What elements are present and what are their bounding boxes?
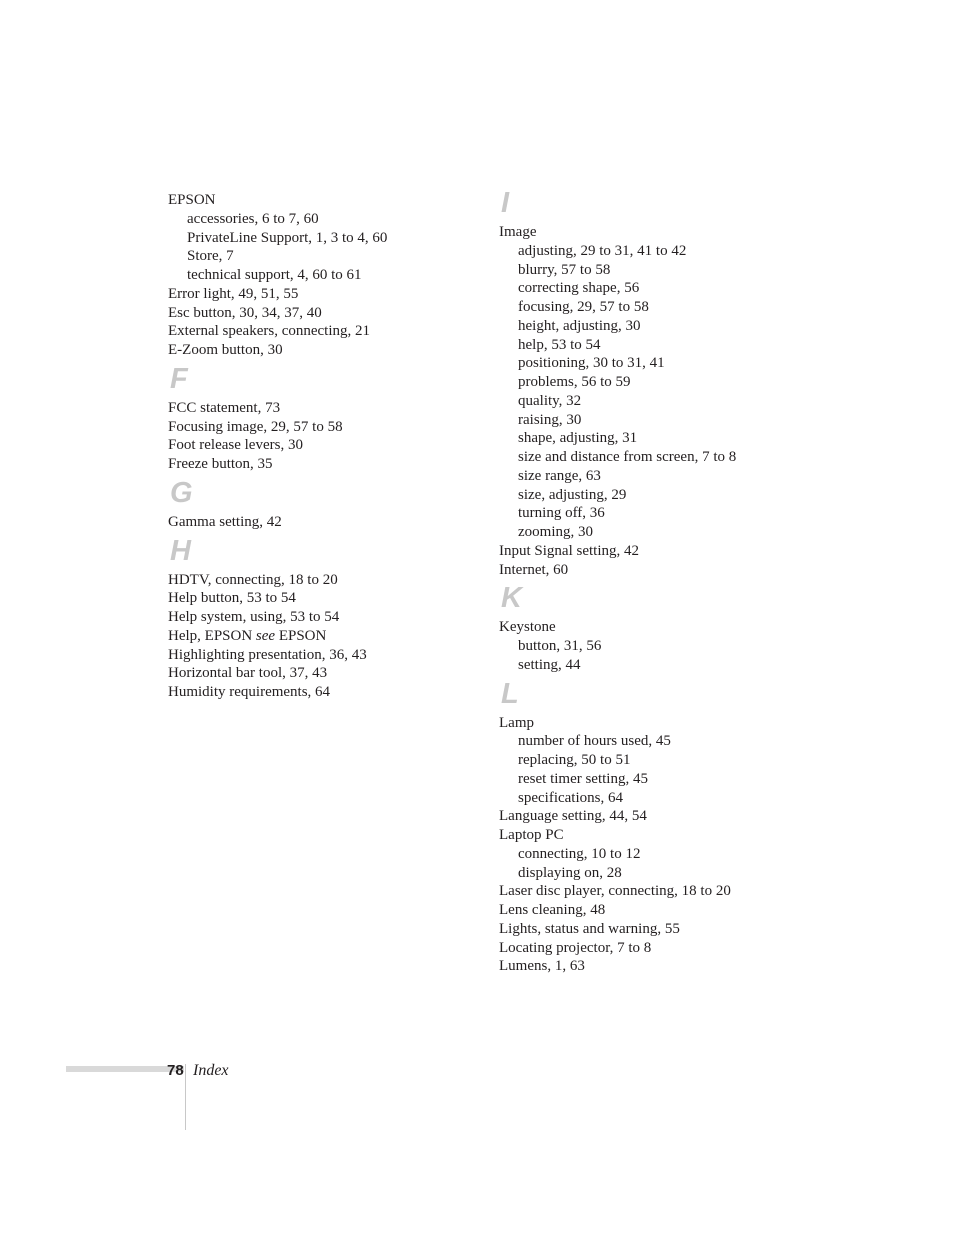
entry-text: EPSON	[275, 627, 327, 644]
index-subentry: size, adjusting, 29	[518, 486, 627, 503]
index-subentry: displaying on, 28	[518, 864, 622, 881]
index-entry: Foot release levers, 30	[168, 437, 303, 454]
index-entry: Esc button, 30, 34, 37, 40	[168, 304, 322, 321]
index-subentry: specifications, 64	[518, 789, 623, 806]
index-entry: Language setting, 44, 54	[499, 808, 647, 825]
index-entry: E-Zoom button, 30	[168, 342, 283, 358]
index-subentry: quality, 32	[518, 392, 582, 409]
index-entry: Input Signal setting, 42	[499, 542, 639, 559]
index-entry: Lights, status and warning, 55	[499, 920, 680, 937]
index-subentry: connecting, 10 to 12	[518, 845, 641, 862]
index-entry: Lamp	[499, 714, 534, 731]
index-entry: Focusing image, 29, 57 to 58	[168, 418, 343, 435]
index-subentry: size and distance from screen, 7 to 8	[518, 449, 737, 465]
index-subentry: positioning, 30 to 31, 41	[518, 355, 665, 372]
index-subentry: size range, 63	[518, 467, 601, 484]
index-subentry: number of hours used, 45	[518, 733, 671, 750]
see-reference: see	[255, 627, 276, 644]
index-entry: External speakers, connecting, 21	[168, 323, 371, 340]
section-title: Index	[193, 1062, 229, 1079]
index-subentry: replacing, 50 to 51	[518, 752, 631, 768]
index-subentry: raising, 30	[518, 411, 582, 428]
index-entry-help-epson	[168, 627, 468, 646]
index-subentry: problems, 56 to 59	[518, 374, 631, 390]
index-column-right	[499, 187, 819, 976]
section-letter-l: L	[501, 677, 519, 710]
index-subentry: PrivateLine Support, 1, 3 to 4, 60	[187, 229, 388, 246]
index-subentry: button, 31, 56	[518, 638, 602, 654]
index-entry: Laser disc player, connecting, 18 to 20	[499, 883, 731, 900]
index-entry: Image	[499, 224, 537, 240]
entry-text: Help, EPSON	[168, 627, 256, 644]
footer-divider	[185, 1064, 186, 1130]
index-subentry: shape, adjusting, 31	[518, 430, 638, 447]
index-entry: Help system, using, 53 to 54	[168, 609, 340, 625]
index-entry: Humidity requirements, 64	[168, 684, 331, 700]
section-letter-k: K	[501, 582, 522, 615]
section-letter-f: F	[170, 362, 188, 395]
index-subentry: adjusting, 29 to 31, 41 to 42	[518, 242, 687, 259]
index-subentry: turning off, 36	[518, 505, 605, 522]
index-entry: Locating projector, 7 to 8	[499, 939, 652, 956]
index-entry: Freeze button, 35	[168, 456, 273, 472]
index-subentry: focusing, 29, 57 to 58	[518, 299, 649, 315]
index-subentry: reset timer setting, 45	[518, 770, 648, 787]
section-letter-g: G	[170, 476, 193, 509]
index-entry: Gamma setting, 42	[168, 513, 282, 530]
index-subentry: zooming, 30	[518, 524, 593, 540]
index-subentry: blurry, 57 to 58	[518, 261, 611, 278]
index-subentry: setting, 44	[518, 656, 581, 673]
index-subentry: technical support, 4, 60 to 61	[187, 267, 362, 283]
index-entry: Help button, 53 to 54	[168, 590, 296, 607]
index-entry: Keystone	[499, 619, 556, 636]
index-subentry: accessories, 6 to 7, 60	[187, 210, 319, 227]
index-entry: EPSON	[168, 192, 216, 208]
index-subentry: help, 53 to 54	[518, 336, 601, 353]
index-entry: Error light, 49, 51, 55	[168, 285, 299, 302]
index-entry: Highlighting presentation, 36, 43	[168, 646, 367, 663]
page-number: 78	[167, 1062, 184, 1079]
section-letter-h: H	[170, 534, 191, 567]
index-entry: FCC statement, 73	[168, 399, 281, 416]
index-entry: Lens cleaning, 48	[499, 902, 606, 918]
index-subentry: height, adjusting, 30	[518, 317, 641, 334]
index-entry: Horizontal bar tool, 37, 43	[168, 665, 328, 682]
section-letter-i: I	[501, 187, 510, 219]
index-subentry: correcting shape, 56	[518, 280, 640, 297]
index-entry: Internet, 60	[499, 561, 569, 578]
index-column-left	[168, 191, 468, 702]
index-subentry: Store, 7	[187, 248, 234, 265]
index-entry: Laptop PC	[499, 827, 564, 843]
index-entry: Lumens, 1, 63	[499, 958, 585, 975]
index-entry: HDTV, connecting, 18 to 20	[168, 571, 338, 588]
